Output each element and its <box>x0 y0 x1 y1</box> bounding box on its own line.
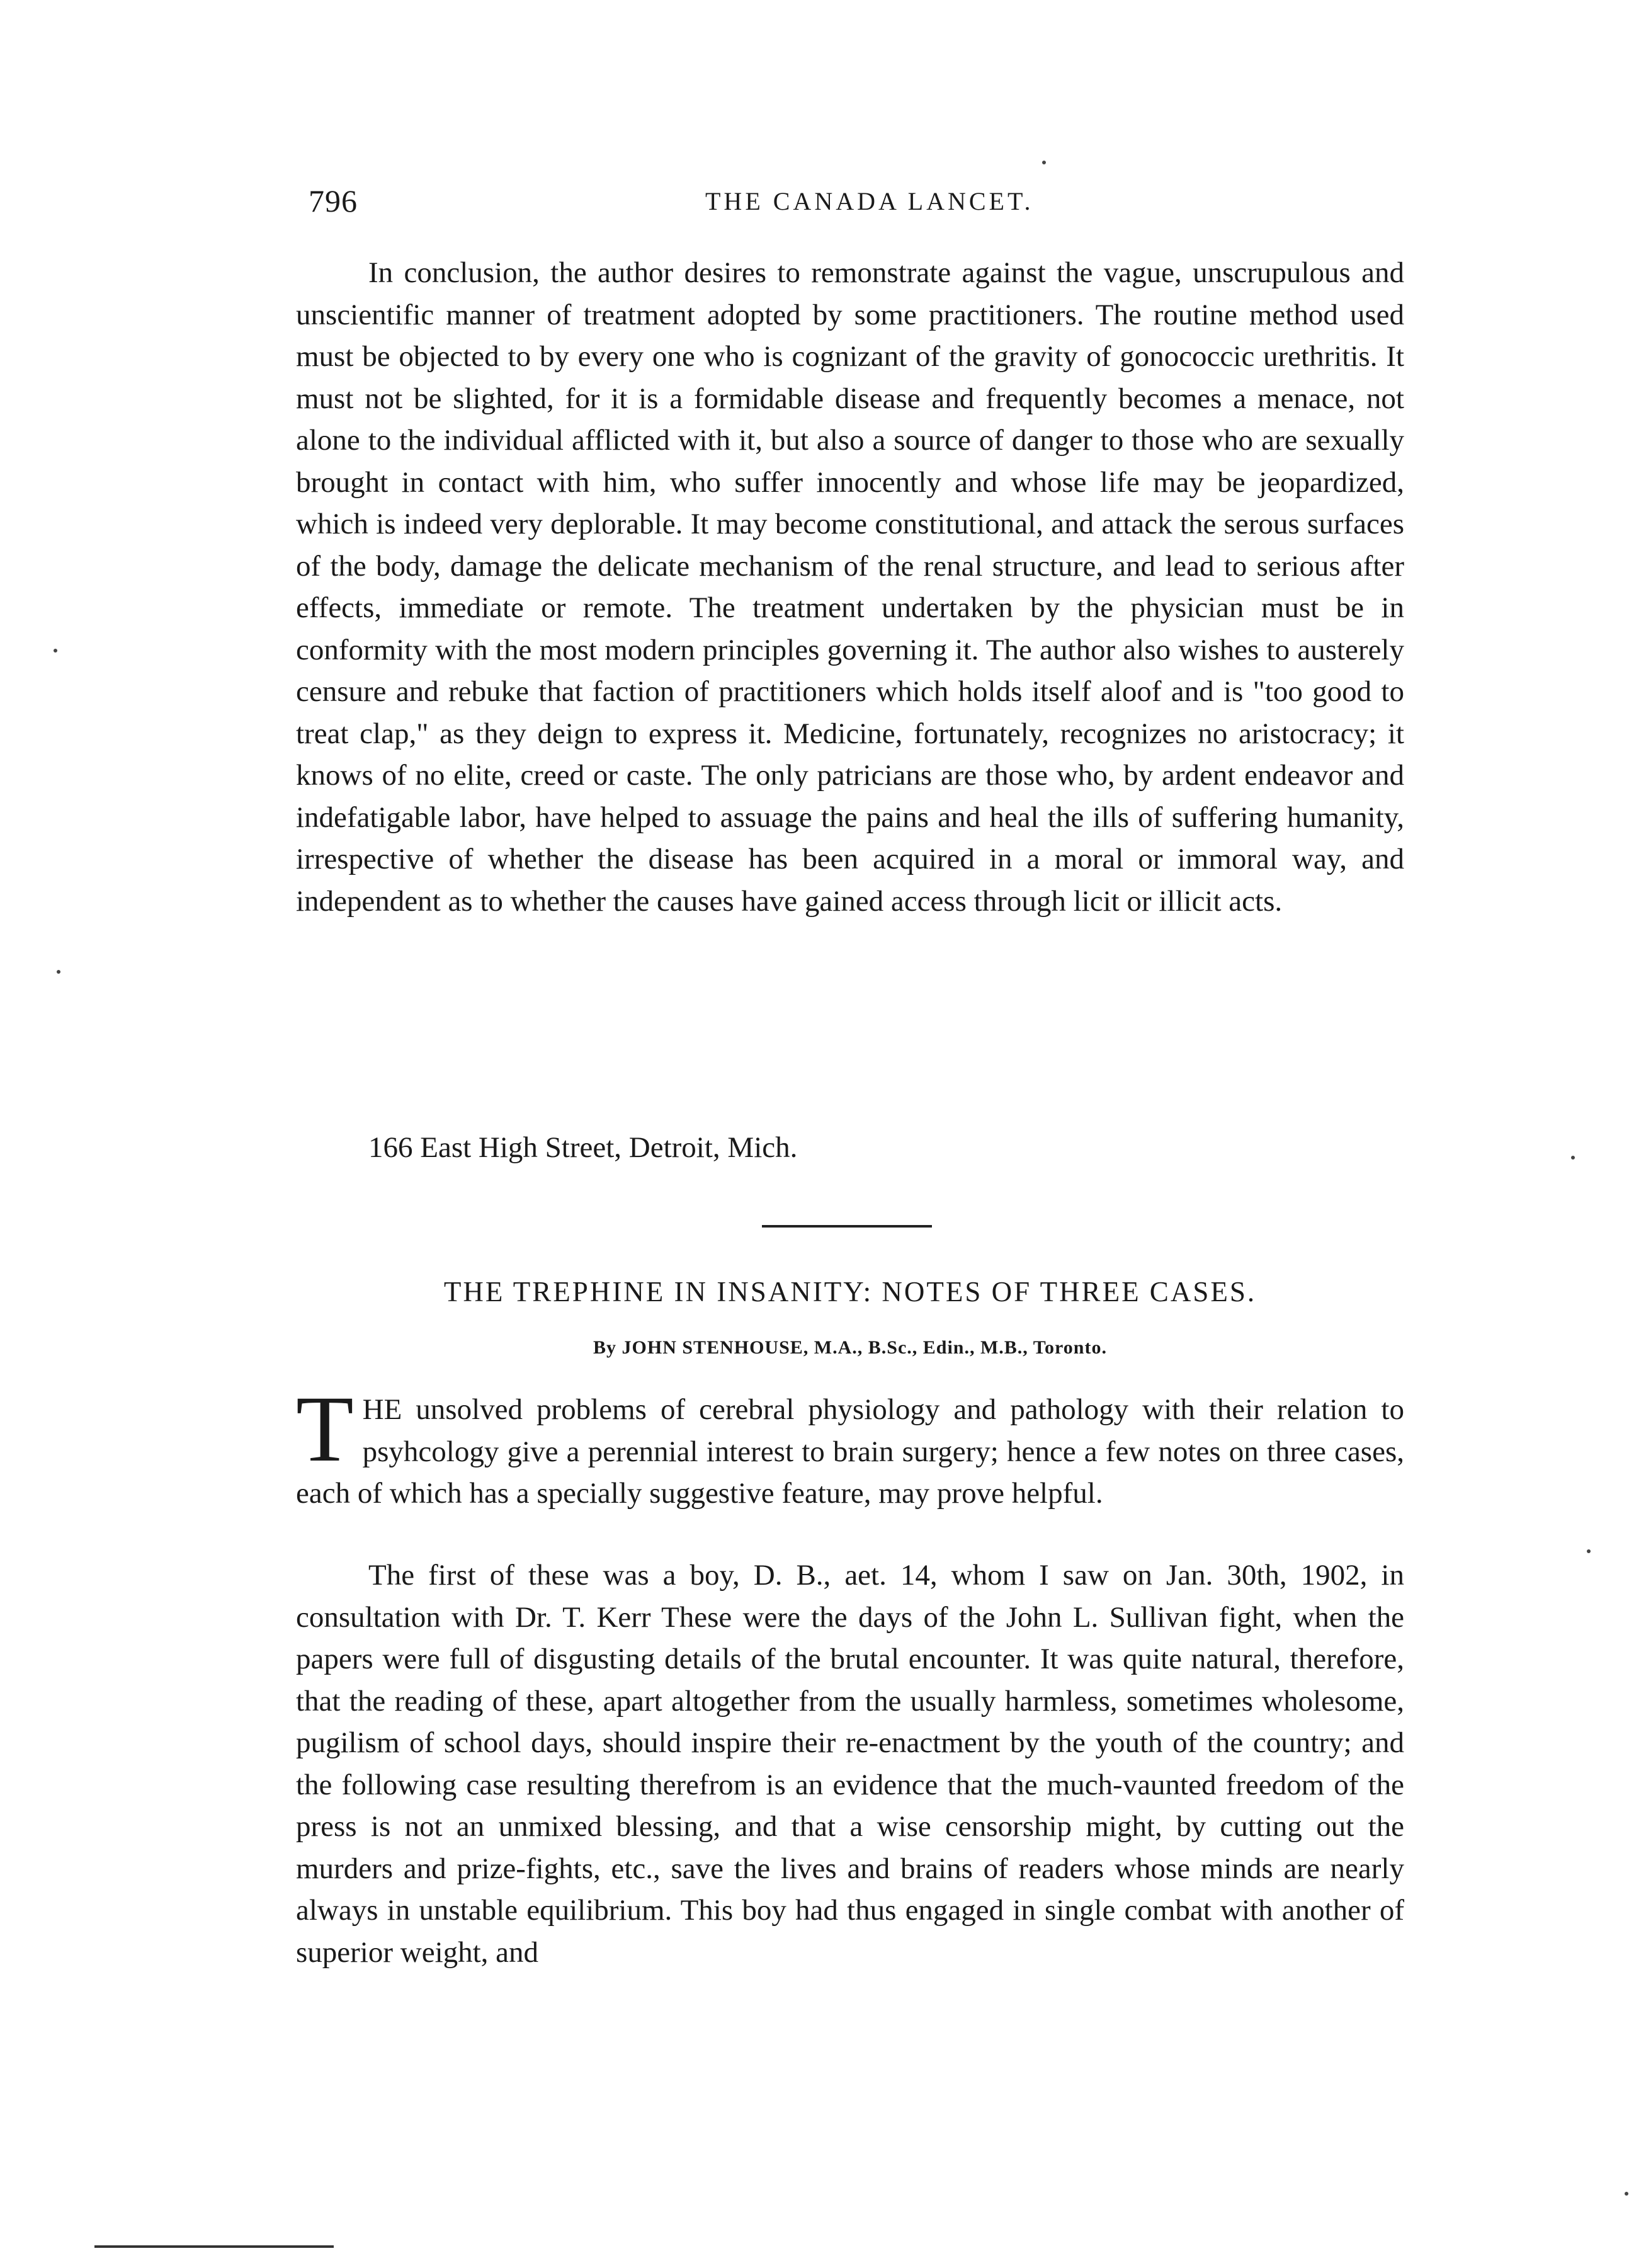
scan-edge-line <box>94 2245 334 2248</box>
scan-speck <box>54 649 57 652</box>
page-number: 796 <box>309 183 358 219</box>
case-paragraph: The first of these was a boy, D. B., aet. 14, whom I saw on Jan. 30th, 1902, in consultation with Dr. T. Kerr These were the days of the John L. Sullivan fight, when the papers were full of disgusting details of the brutal encounter. It was quite natural, therefore, that the reading of these, apart altogether from the usually harmless, sometimes wholesome, pugilism of school days, should inspire their re-enactment by the youth of the country; and the following case resulting therefrom is an evidence that the much-vaunted freedom of the press is not an unmixed blessing, and that a wise censorship might, by cutting out the murders and prize-fights, etc., save the lives and brains of readers whose minds are nearly always in unstable equilibrium. This boy had thus engaged in single combat with another of superior weight, and <box>296 1559 1404 1969</box>
author-address: 166 East High Street, Detroit, Mich. <box>368 1131 798 1164</box>
article-body <box>296 1554 1404 1973</box>
journal-title: THE CANADA LANCET. <box>705 187 1034 215</box>
running-head <box>309 183 1392 233</box>
conclusion-section <box>296 252 1404 922</box>
scan-speck <box>1042 161 1046 164</box>
article-intro <box>296 1377 1404 1515</box>
scan-speck <box>1587 1549 1591 1553</box>
scan-speck <box>57 970 60 974</box>
section-divider <box>762 1225 932 1228</box>
article-byline: By JOHN STENHOUSE, M.A., B.Sc., Edin., M.B., Toronto. <box>593 1337 1107 1358</box>
scan-speck <box>1571 1156 1575 1160</box>
drop-cap: T <box>296 1377 354 1481</box>
scan-speck <box>1625 2192 1628 2196</box>
conclusion-paragraph: In conclusion, the author desires to remonstrate against the vague, unscrupulous and unscientific manner of treatment adopted by some practitioners. The routine method used must be objected to by every one who is cognizant of the gravity of gonococcic urethritis. It must not be slighted, for it is a formidable disease and frequently becomes a menace, not alone to the individual afflicted with it, but also a source of danger to those who are sexually brought in contact with him, who suffer innocently and whose life may be jeopardized, which is indeed very deplorable. It may become constitutional, and attack the serous surfaces of the body, damage the delicate mechanism of the renal structure, and lead to serious after effects, immediate or remote. The treatment undertaken by the physician must be in conformity with the most modern principles governing it. The author also wishes to austerely censure and rebuke that faction of practitioners which holds itself aloof and is "too good to treat clap," as they deign to express it. Medicine, fortunately, recognizes no aristocracy; it knows of no elite, creed or caste. The only patricians are those who, by ardent endeavor and indefatigable labor, have helped to assuage the pains and heal the ills of suffering humanity, irrespective of whether the disease has been acquired in a moral or immoral way, and independent as to whether the causes have gained access through licit or illicit acts. <box>296 256 1404 918</box>
intro-paragraph: HE unsolved problems of cerebral physiology and pathology with their relation to psyhcology give a perennial interest to brain surgery; hence a few notes on three cases, each of which has a specially suggestive feature, may prove helpful. <box>296 1393 1404 1510</box>
article-title: THE TREPHINE IN INSANITY: NOTES OF THREE CASES. <box>443 1276 1257 1308</box>
